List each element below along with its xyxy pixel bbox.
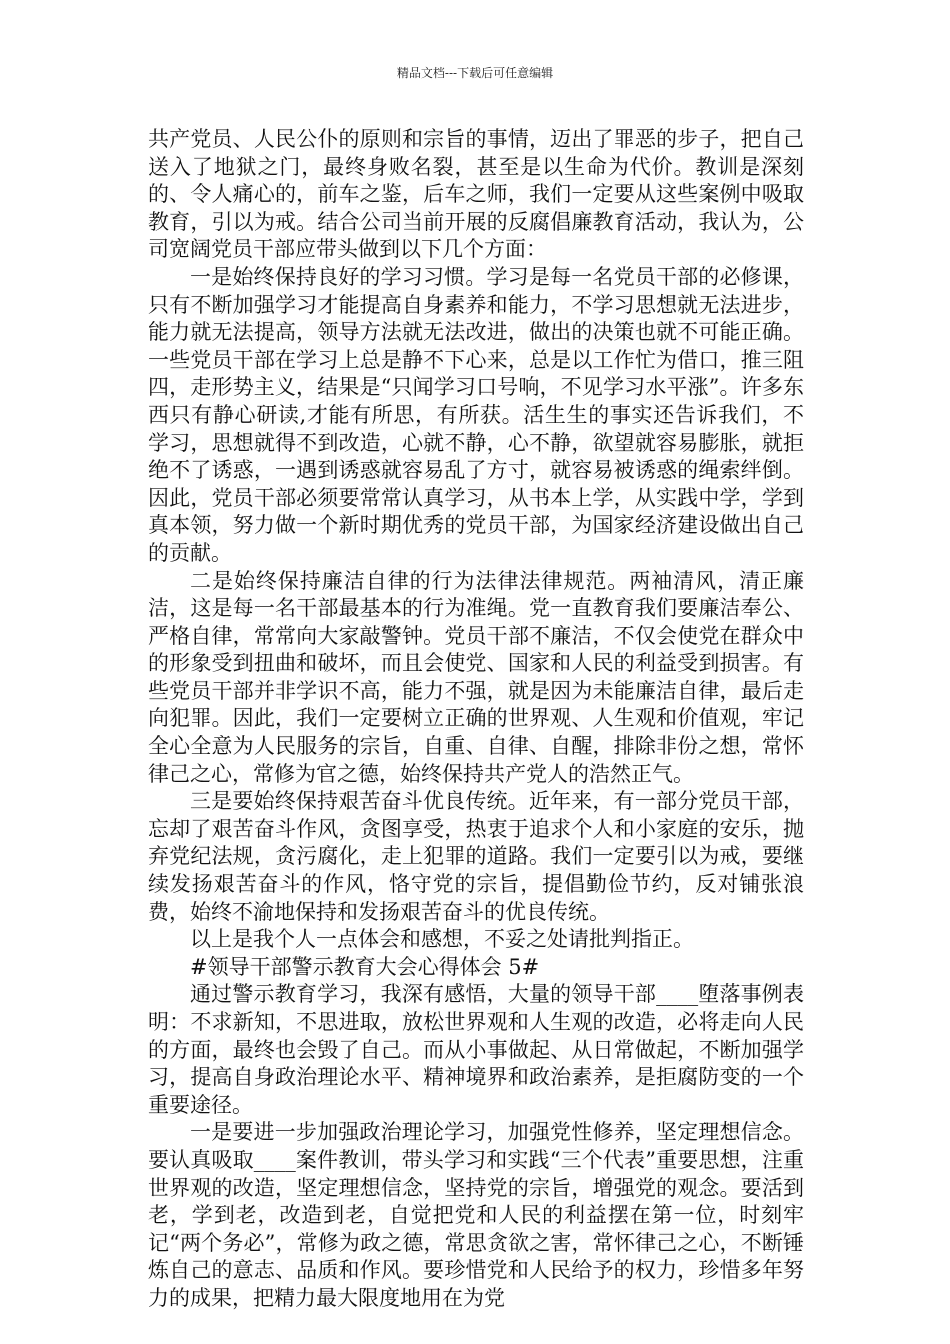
paragraph-section-intro: 通过警示教育学习，我深有感悟，大量的领导干部____堕落事例表明：不求新知，不思进取，放松世界观和人生观的改造，必将走向人民的方面，最终也会毁了自己。而从小事做起、从日常做起，不断加强学习，提高自身政治理论水平、精神境界和政治素养，是拒腐防变的一个重要途径。 [148,982,804,1117]
document-body [148,126,804,1313]
section-heading: #领导干部警示教育大会心得体会 5# [190,954,540,979]
paragraph-point-two: 二是始终保持廉洁自律的行为法律法律规范。两袖清风，清正廉洁，这是每一名干部最基本的行为准绳。党一直教育我们要廉洁奉公、严格自律，常常向大家敲警钟。党员干部不廉洁，不仅会使党在群众中的形象受到扭曲和破坏，而且会使党、国家和人民的利益受到损害。有些党员干部并非学识不高，能力不强，就是因为未能廉洁自律，最后走向犯罪。因此，我们一定要树立正确的世界观、人生观和价值观，牢记全心全意为人民服务的宗旨，自重、自律、自醒，排除非份之想，常怀律己之心，常修为官之德，始终保持共产党人的浩然正气。 [148,568,804,786]
paragraph-closing: 以上是我个人一点体会和感想，不妥之处请批判指正。 [190,927,694,952]
paragraph-point-three: 三是要始终保持艰苦奋斗优良传统。近年来，有一部分党员干部，忘却了艰苦奋斗作风，贪图享受，热衷于追求个人和小家庭的安乐，抛弃党纪法规，贪污腐化，走上犯罪的道路。我们一定要引以为戒，要继续发扬艰苦奋斗的作风，恪守党的宗旨，提倡勤俭节约，反对铺张浪费，始终不渝地保持和发扬艰苦奋斗的优良传统。 [148,789,804,924]
paragraph-point-one: 一是始终保持良好的学习习惯。学习是每一名党员干部的必修课，只有不断加强学习才能提高自身素养和能力，不学习思想就无法进步，能力就无法提高，领导方法就无法改进，做出的决策也就不可能正确。一些党员干部在学习上总是静不下心来，总是以工作忙为借口，推三阻四，走形势主义，结果是“只闻学习口号响，不见学习水平涨”。许多东西只有静心研读,才能有所思，有所获。活生生的事实还告诉我们，不学习，思想就得不到改造，心就不静，心不静，欲望就容易膨胀，就拒绝不了诱惑，一遇到诱惑就容易乱了方寸，就容易被诱惑的绳索绊倒。因此，党员干部必须要常常认真学习，从书本上学，从实践中学，学到真本领，努力做一个新时期优秀的党员干部，为国家经济建设做出自己的贡献。 [148,264,804,565]
page-header: 精品文档---下载后可任意编辑 [396,66,554,80]
paragraph-intro-continuation: 共产党员、人民公仆的原则和宗旨的事情，迈出了罪恶的步子，把自己送入了地狱之门，最终身败名裂，甚至是以生命为代价。教训是深刻的、令人痛心的，前车之鉴，后车之师，我们一定要从这些案例中吸取教育，引以为戒。结合公司当前开展的反腐倡廉教育活动，我认为，公司宽阔党员干部应带头做到以下几个方面： [148,127,804,262]
paragraph-section-point-one: 一是要进一步加强政治理论学习，加强党性修养，坚定理想信念。要认真吸取____案件教训，带头学习和实践“三个代表”重要思想，注重世界观的改造，坚定理想信念，坚持党的宗旨，增强党的观念。要活到老，学到老，改造到老，自觉把党和人民的利益摆在第一位，时刻牢记“两个务必”，常修为政之德，常思贪欲之害，常怀律己之心，不断锤炼自己的意志、品质和作风。要珍惜党和人民给予的权力，珍惜多年努力的成果，把精力最大限度地用在为党 [148,1120,804,1310]
